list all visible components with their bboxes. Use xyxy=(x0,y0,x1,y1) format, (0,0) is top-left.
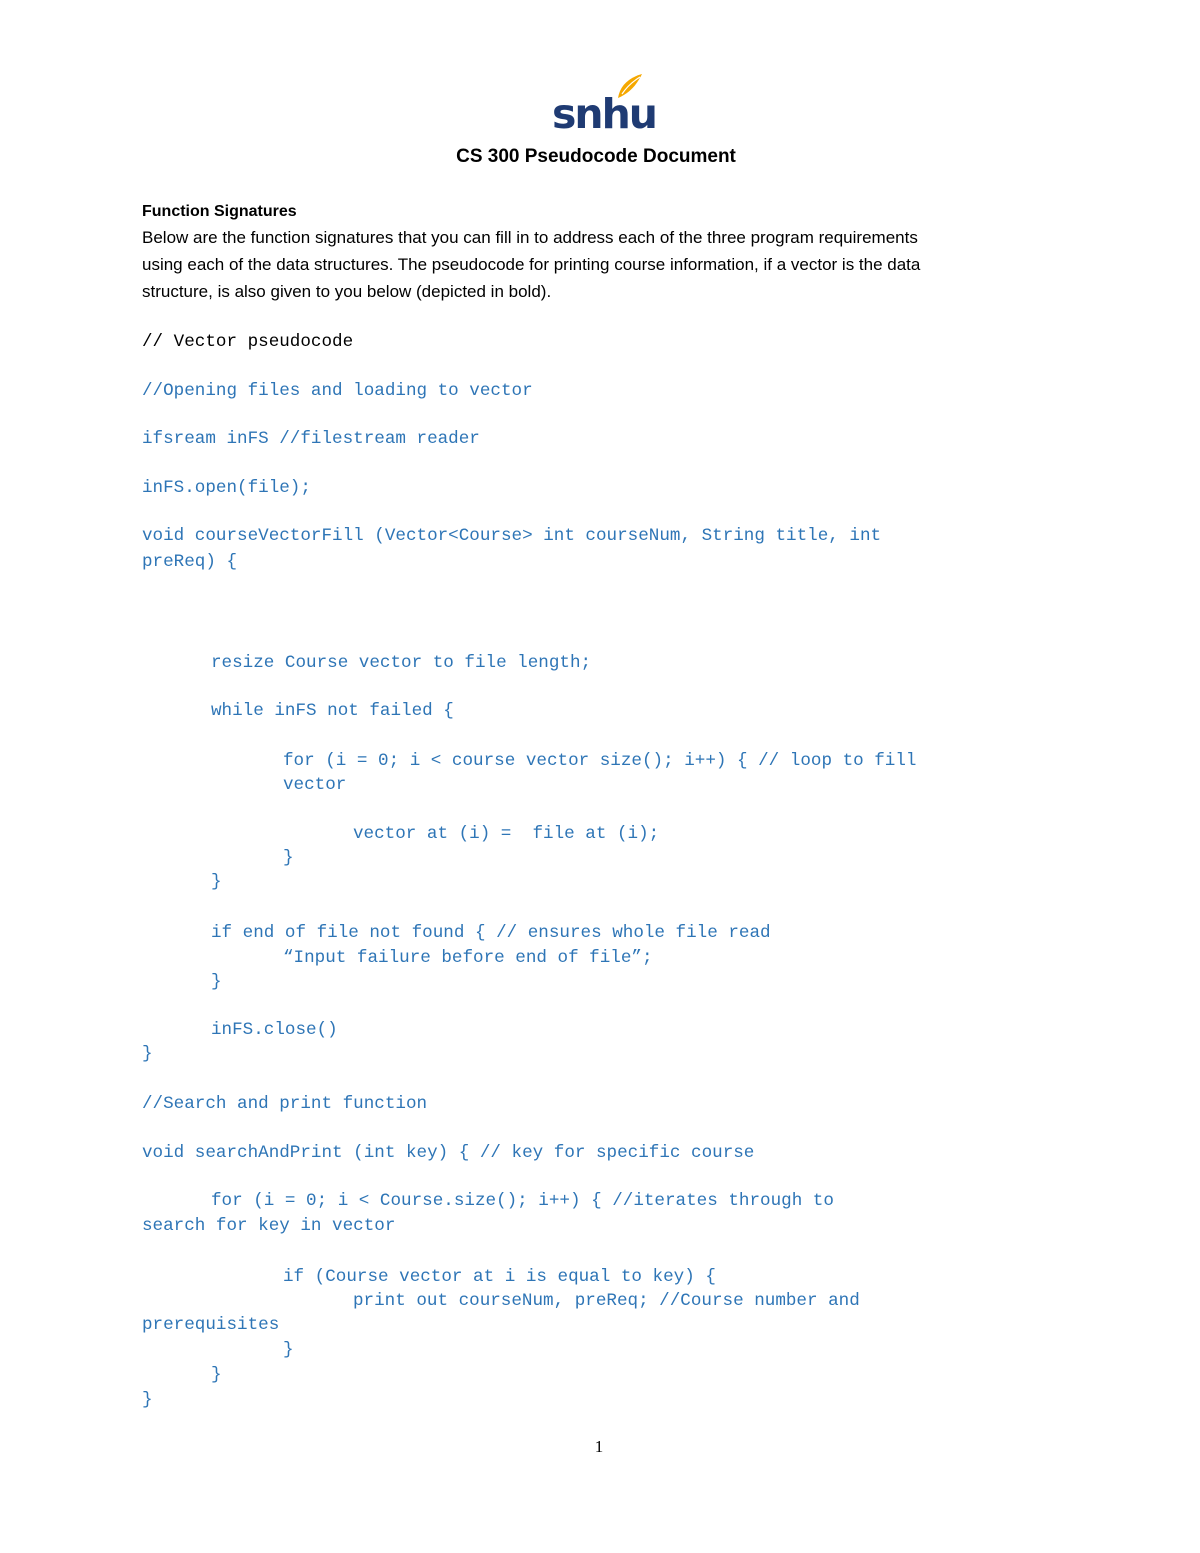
code-line: for (i = 0; i < Course.size(); i++) { //iterates through to xyxy=(211,1191,834,1211)
code-line: //Search and print function xyxy=(142,1094,428,1114)
intro-line-2: using each of the data structures. The pseudocode for printing course information, if a vector is the data xyxy=(142,255,921,274)
code-line: if end of file not found { // ensures whole file read xyxy=(211,923,771,943)
code-line: vector at (i) = file at (i); xyxy=(353,824,660,844)
code-line: void searchAndPrint (int key) { // key for specific course xyxy=(142,1143,755,1163)
code-line: vector xyxy=(283,775,347,795)
code-line: while inFS not failed { xyxy=(211,701,454,721)
logo-text: snhu xyxy=(552,90,656,138)
code-line: } xyxy=(211,972,222,992)
code-line: resize Course vector to file length; xyxy=(211,653,592,673)
code-line: } xyxy=(283,848,294,868)
code-line: “Input failure before end of file”; xyxy=(283,948,653,968)
code-line: //Opening files and loading to vector xyxy=(142,381,533,401)
code-line: search for key in vector xyxy=(142,1216,396,1236)
code-line: for (i = 0; i < course vector size(); i++) { // loop to fill xyxy=(283,751,917,771)
code-line: void courseVectorFill (Vector<Course> int courseNum, String title, int xyxy=(142,526,882,546)
code-line: if (Course vector at i is equal to key) { xyxy=(283,1267,716,1287)
code-line: } xyxy=(211,872,222,892)
code-line: print out courseNum, preReq; //Course number and xyxy=(353,1291,860,1311)
code-line: } xyxy=(142,1390,153,1410)
code-line: inFS.open(file); xyxy=(142,478,311,498)
code-line: } xyxy=(283,1340,294,1360)
code-line: } xyxy=(211,1365,222,1385)
code-line: preReq) { xyxy=(142,552,238,572)
section-heading: Function Signatures xyxy=(142,203,297,220)
page-number: 1 xyxy=(594,1437,604,1456)
code-comment-header: // Vector pseudocode xyxy=(142,332,354,352)
code-line: inFS.close() xyxy=(211,1020,338,1040)
snhu-logo xyxy=(552,72,656,138)
code-line: } xyxy=(142,1044,153,1064)
intro-line-3: structure, is also given to you below (depicted in bold). xyxy=(142,282,552,301)
code-line: prerequisites xyxy=(142,1315,280,1335)
page-title: CS 300 Pseudocode Document xyxy=(456,146,736,167)
code-line: ifsream inFS //filestream reader xyxy=(142,429,480,449)
intro-line-1: Below are the function signatures that you can fill in to address each of the three program requirements xyxy=(142,228,918,247)
